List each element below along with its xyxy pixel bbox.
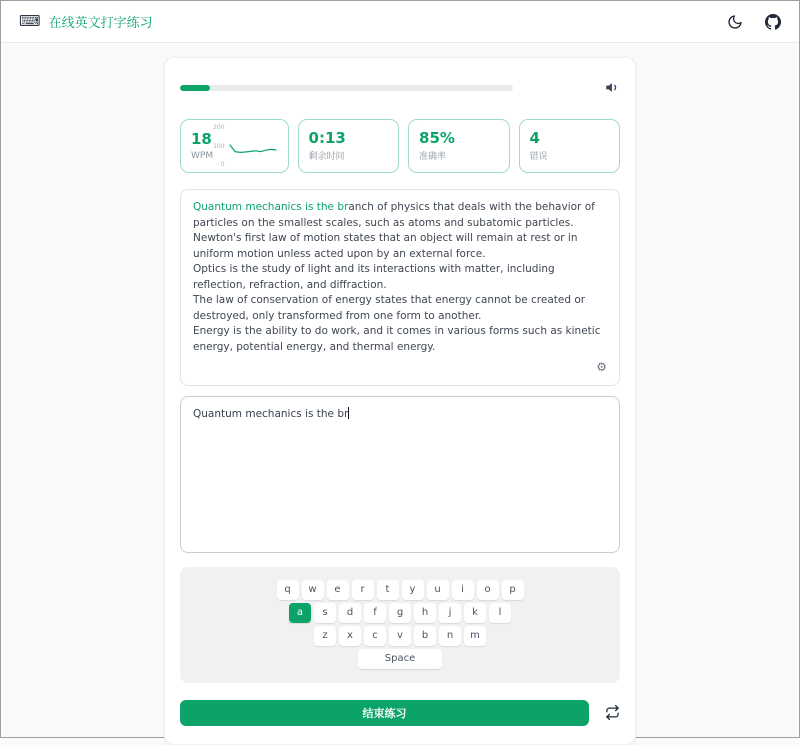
stats-row <box>180 119 620 173</box>
brand <box>19 12 153 31</box>
time-label: 剩余时间 <box>308 152 345 163</box>
key-m[interactable]: m <box>464 626 486 646</box>
text-caret <box>348 407 349 419</box>
wpm-sparkline <box>213 123 277 169</box>
key-q[interactable]: q <box>277 580 299 600</box>
key-y[interactable]: y <box>402 580 424 600</box>
page-content <box>1 43 799 745</box>
keyboard-row <box>180 603 620 623</box>
typing-card <box>164 57 636 745</box>
passage-line: The law of conservation of energy states that energy cannot be created or destroyed, only transformed from one form to another. <box>193 294 586 322</box>
key-k[interactable]: k <box>464 603 486 623</box>
key-space[interactable]: Space <box>358 649 442 669</box>
key-f[interactable]: f <box>364 603 386 623</box>
key-e[interactable]: e <box>327 580 349 600</box>
accuracy-value: 85% <box>419 128 455 147</box>
stat-card-accuracy <box>408 119 509 173</box>
key-d[interactable]: d <box>339 603 361 623</box>
key-r[interactable]: r <box>352 580 374 600</box>
key-b[interactable]: b <box>414 626 436 646</box>
spark-axis-label: 200 <box>213 124 225 131</box>
topbar-actions <box>727 14 781 30</box>
wpm-value: 18 <box>191 130 212 149</box>
app-title: 在线英文打字练习 <box>48 16 153 31</box>
speaker-icon <box>605 80 620 95</box>
moon-icon <box>727 14 743 30</box>
errors-label: 错误 <box>529 152 548 163</box>
restart-button[interactable] <box>605 705 620 720</box>
key-l[interactable]: l <box>489 603 511 623</box>
key-u[interactable]: u <box>427 580 449 600</box>
key-g[interactable]: g <box>389 603 411 623</box>
key-s[interactable]: s <box>314 603 336 623</box>
key-o[interactable]: o <box>477 580 499 600</box>
github-icon <box>765 14 781 30</box>
card-footer <box>180 700 620 726</box>
stat-card-errors <box>519 119 620 173</box>
github-link[interactable] <box>765 14 781 30</box>
top-bar <box>1 1 799 43</box>
progress-bar <box>180 85 513 91</box>
wpm-label: WPM <box>191 150 214 161</box>
spark-axis <box>213 123 227 169</box>
keyboard-row <box>180 580 620 600</box>
key-h[interactable]: h <box>414 603 436 623</box>
key-n[interactable]: n <box>439 626 461 646</box>
stat-card-time <box>298 119 399 173</box>
key-z[interactable]: z <box>314 626 336 646</box>
key-c[interactable]: c <box>364 626 386 646</box>
passage-box <box>180 189 620 386</box>
errors-value: 4 <box>529 128 540 147</box>
end-practice-button[interactable]: 结束练习 <box>180 700 589 726</box>
progress-row <box>180 80 620 95</box>
key-v[interactable]: v <box>389 626 411 646</box>
passage-line: Optics is the study of light and its interactions with matter, including reflection, refraction, and diffraction. <box>193 263 555 291</box>
keyboard-row <box>180 626 620 646</box>
dark-mode-toggle[interactable] <box>727 14 743 30</box>
virtual-keyboard <box>180 567 620 683</box>
accuracy-label: 准确率 <box>419 152 447 163</box>
key-w[interactable]: w <box>302 580 324 600</box>
passage-first-line <box>193 200 607 231</box>
passage-line: Energy is the ability to do work, and it comes in various forms such as kinetic energy, potential energy, and thermal energy. <box>193 325 601 353</box>
key-i[interactable]: i <box>452 580 474 600</box>
key-p[interactable]: p <box>502 580 524 600</box>
time-value: 0:13 <box>308 128 346 147</box>
keyboard-rows <box>180 580 620 646</box>
key-x[interactable]: x <box>339 626 361 646</box>
spark-axis-label: 0 <box>220 161 225 168</box>
passage-lines <box>193 231 607 355</box>
progress-fill <box>180 85 210 91</box>
spark-line <box>230 145 276 152</box>
typing-input[interactable] <box>180 396 620 553</box>
spark-axis-label: 100 <box>213 142 225 150</box>
remaining-text: anch of physics that deals with the behavior of particles on the smallest scales, such as atoms and subatomic particles. <box>193 201 595 229</box>
typed-text-highlight: Quantum mechanics is the br <box>193 201 349 213</box>
repeat-icon <box>605 705 620 720</box>
key-t[interactable]: t <box>377 580 399 600</box>
passage-footer <box>193 355 607 379</box>
gear-icon: ⚙ <box>596 360 607 375</box>
key-a[interactable]: a <box>289 603 311 623</box>
keyboard-icon: ⌨ <box>19 12 41 30</box>
speaker-button[interactable] <box>605 80 620 95</box>
stat-card-wpm <box>180 119 289 173</box>
key-j[interactable]: j <box>439 603 461 623</box>
keyboard-space-row <box>180 649 620 669</box>
settings-button[interactable] <box>596 361 607 373</box>
typing-input-value: Quantum mechanics is the br <box>193 407 349 420</box>
passage-line: Newton's first law of motion states that an object will remain at rest or in uniform motion unless acted upon by an external force. <box>193 232 578 260</box>
